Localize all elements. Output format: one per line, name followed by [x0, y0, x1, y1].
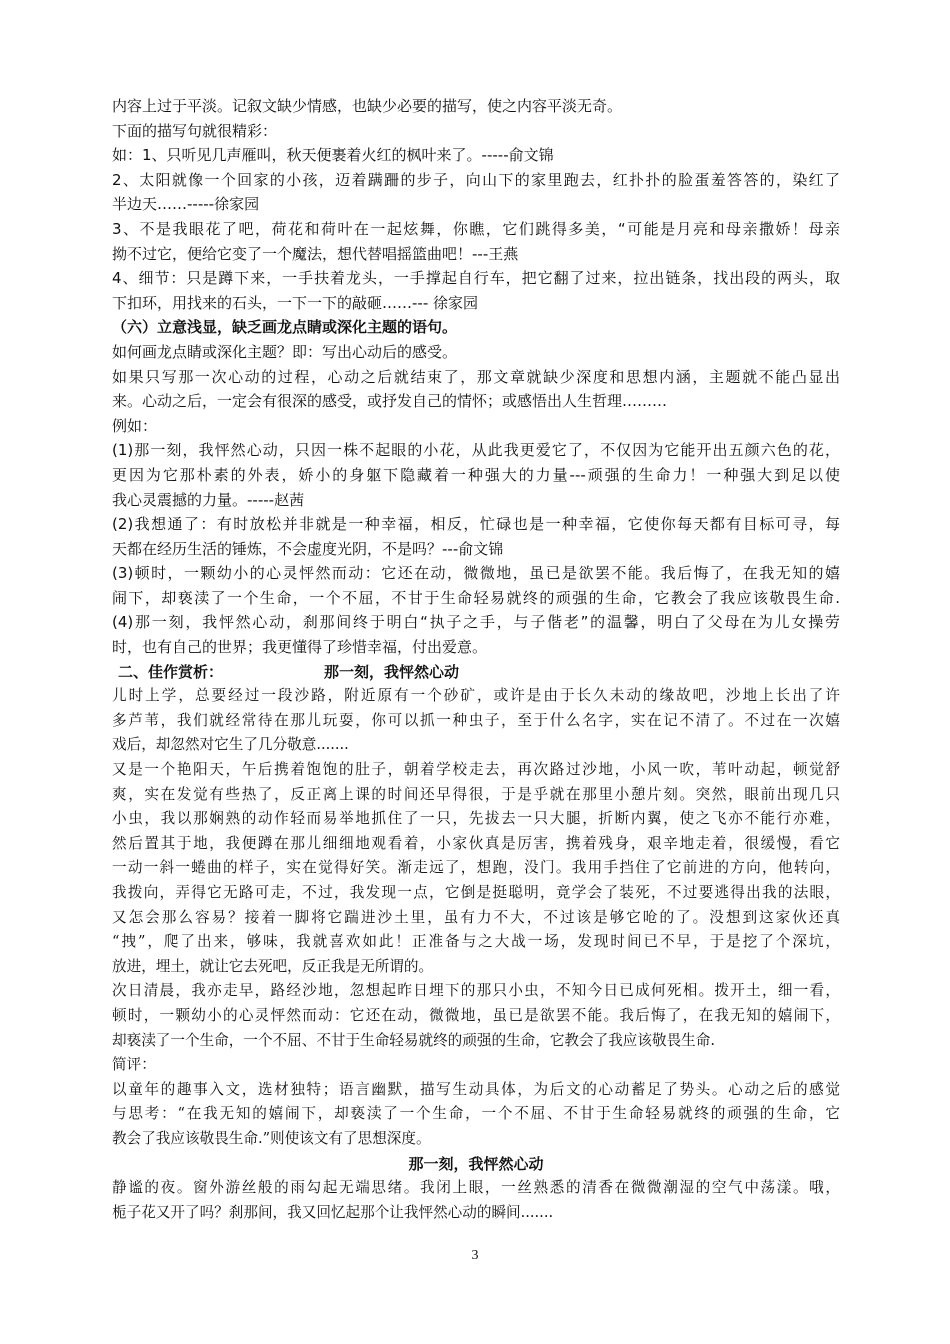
essay-line: 却亵渎了一个生命，一个不屈、不甘于生命轻易就终的顽强的生命，它教会了我应该敬畏生命. [112, 1031, 715, 1049]
essay-line: 小虫，我以那娴熟的动作轻而易举地抓住了一只，先拔去一只大腿，折断内翼，使之飞亦不能行亦难， [112, 810, 840, 828]
essay-line: “拽”，爬了出来，够味，我就喜欢如此！正准备与之大战一场，发现时间已不早，于是挖了个深坑， [112, 933, 840, 951]
review-label: 简评： [112, 1056, 156, 1074]
section-label: 二、佳作赏析： [118, 662, 224, 681]
essay-line: 爽，实在发觉有些热了，反正离上课的时间还早得很，于是乎就在那里小憩片刻。突然，眼前出现几只 [112, 785, 840, 803]
text-line: 更因为它那朴素的外表，娇小的身躯下隐藏着一种强大的力量---顽强的生命力！一种强大到足以使 [112, 465, 840, 484]
essay-line: 我拨向，弄得它无路可走，不过，我发现一点，它倒是挺聪明，竟学会了装死，不过要逃得出我的法眼， [112, 884, 840, 901]
essay-line: 放进，埋土，就让它去死吧，反正我是无所谓的。 [112, 957, 434, 975]
text-line: 4、细节：只是蹲下来，一手扶着龙头，一手撑起自行车，把它翻了过来，拉出链条，找出段的两头，取 [112, 269, 840, 288]
text-line: 如何画龙点睛或深化主题？即：写出心动后的感受。 [112, 342, 458, 361]
text-line: 来。心动之后，一定会有很深的感受，或抒发自己的情怀；或感悟出人生哲理……… [112, 392, 668, 411]
text-line: (2)我想通了：有时放松并非就是一种幸福，相反，忙碌也是一种幸福，它使你每天都有目标可寻，每 [112, 515, 840, 534]
text-line: 我心灵震撼的力量。-----赵茜 [112, 490, 305, 509]
essay-line: 静谧的夜。窗外游丝般的雨勾起无端思绪。我闭上眼，一丝熟悉的清香在微微潮湿的空气中荡漾。哦， [112, 1179, 840, 1197]
essay-line: 多芦苇，我们就经常待在那儿玩耍，你可以抓一种虫子，至于什么名字，实在记不清了。不过在一次嬉 [112, 711, 840, 729]
text-line: 拗不过它，便给它变了一个魔法，想代替唱摇篮曲吧！---王燕 [112, 244, 519, 263]
text-line: 下扣环，用找来的石头，一下一下的敲砸……--- 徐家园 [112, 293, 479, 312]
essay-line: 然后置其于地，我便蹲在那儿细细地观看着，小家伙真是厉害，携着残身，艰辛地走着，很缓慢，看它 [112, 834, 840, 852]
text-line: 天都在经历生活的锤炼，不会虚度光阴，不是吗？---俞文锦 [112, 539, 504, 558]
essay-line: 一动一斜一蜷曲的样子，实在觉得好笑。渐走远了，想跑，没门。我用手挡住了它前进的方向，他转向， [112, 859, 840, 877]
text-line: (3)顿时，一颗幼小的心灵怦然而动：它还在动，微微地，虽已是欲罢不能。我后悔了，在我无知的嬉 [112, 564, 840, 583]
text-line: (4)那一刻，我怦然心动，刹那间终于明白“执子之手，与子偕老”的温馨，明白了父母在为儿女操劳 [112, 613, 840, 632]
review-line: 以童年的趣事入文，选材独特；语言幽默，描写生动具体，为后文的心动蓄足了势头。心动之后的感觉 [112, 1080, 840, 1098]
text-line: 如果只写那一次心动的过程，心动之后就结束了，那文章就缺少深度和思想内涵，主题就不能凸显出 [112, 367, 840, 386]
text-line: (1)那一刻，我怦然心动，只因一株不起眼的小花，从此我更爱它了，不仅因为它能开出五颜六色的花， [112, 441, 840, 460]
text-line: 如：1、只听见几声雁叫，秋天便裹着火红的枫叶来了。-----俞文锦 [112, 146, 554, 165]
essay-line: 次日清晨，我亦走早，路经沙地，忽想起昨日埋下的那只小虫，不知今日已成何死相。拨开土，细一看， [112, 982, 840, 1000]
essay-line: 又是一个艳阳天，午后携着饱饱的肚子，朝着学校走去，再次路过沙地，小风一吹，苇叶动起，顿觉舒 [112, 761, 840, 779]
review-line: 与思考：“在我无知的嬉闹下，却亵渎了一个生命，一个不屈、不甘于生命轻易就终的顽强的生命，它 [112, 1105, 840, 1123]
page-number: 3 [471, 1248, 479, 1263]
essay-line: 戏后，却忽然对它生了几分敬意....... [112, 736, 349, 754]
text-line: 3、不是我眼花了吧，荷花和荷叶在一起炫舞，你瞧，它们跳得多美，“可能是月亮和母亲撒娇！母亲 [112, 219, 840, 238]
text-line: 2、太阳就像一个回家的小孩，迈着蹒跚的步子，向山下的家里跑去，红扑扑的脸蛋羞答答的，染红了 [112, 170, 840, 189]
text-line: 时，也有自己的世界；我更懂得了珍惜幸福，付出爱意。 [112, 638, 488, 657]
text-line: 闹下，却亵渎了一个生命，一个不屈，不甘于生命轻易就终的顽强的生命，它教会了我应该敬畏生命. [112, 588, 840, 607]
essay-line: 儿时上学，总要经过一段沙路，附近原有一个砂矿，或许是由于长久未动的缘故吧，沙地上长出了许 [112, 687, 840, 705]
section-heading-two [112, 660, 840, 685]
essay-line: 栀子花又开了吗？刹那间，我又回忆起那个让我怦然心动的瞬间....... [112, 1203, 554, 1221]
text-line: 例如： [112, 416, 158, 435]
essay-two-title: 那一刻，我怦然心动 [408, 1154, 544, 1173]
essay-title: 那一刻，我怦然心动 [324, 662, 460, 681]
document-page [112, 94, 840, 1225]
text-line: 半边天……-----徐家园 [112, 195, 260, 214]
review-line: 教会了我应该敬畏生命.”则使该文有了思想深度。 [112, 1129, 431, 1147]
essay-line: 又怎会那么容易？接着一脚将它踹进沙土里，虽有力不大，不过该是够它呛的了。没想到这家伙还真 [112, 908, 840, 926]
section-heading-six: （六）立意浅显，缺乏画龙点睛或深化主题的语句。 [112, 318, 458, 337]
essay-line: 顿时，一颗幼小的心灵怦然而动：它还在动，微微地，虽已是欲罢不能。我后悔了，在我无知的嬉闹下， [112, 1006, 840, 1024]
text-line: 下面的描写句就很精彩： [112, 121, 278, 140]
text-line: 内容上过于平淡。记叙文缺少情感，也缺少必要的描写，使之内容平淡无奇。 [112, 97, 623, 115]
